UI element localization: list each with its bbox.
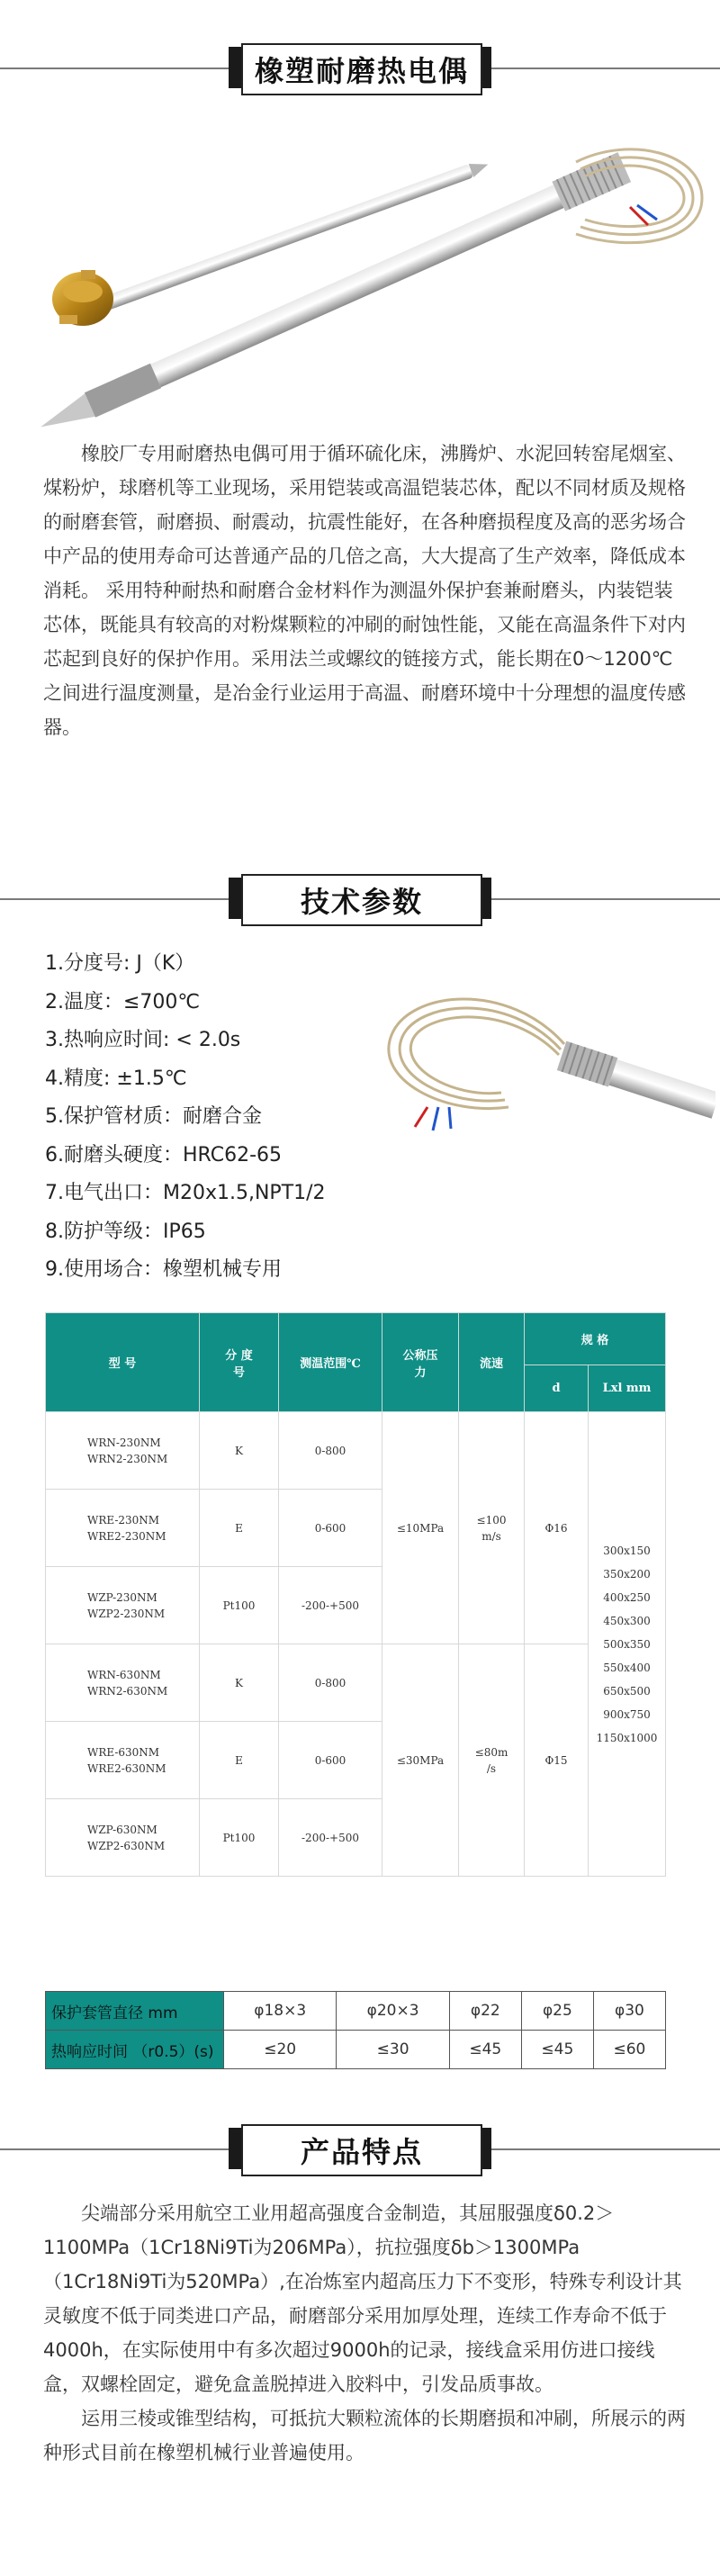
cell-range: 0-800 (279, 1412, 382, 1490)
cell: ≤20 (224, 2031, 337, 2069)
cell: ≤45 (449, 2031, 521, 2069)
cell-model: WZP-630NM WZP2-630NM (46, 1799, 200, 1877)
col-header-d: d (525, 1365, 589, 1412)
spec-list (45, 945, 326, 1290)
table-row (46, 1992, 666, 2031)
cell-range: -200-+500 (279, 1799, 382, 1877)
cell-division: K (200, 1412, 279, 1490)
section-heading: 橡塑耐磨热电偶 (241, 43, 482, 95)
col-header-spec: 规 格 (525, 1313, 666, 1365)
col-header-division: 分 度 号 (200, 1313, 279, 1412)
product-image-thermocouples (0, 99, 720, 432)
wire-ends (630, 205, 657, 225)
table-row (46, 1644, 666, 1722)
col-header-range: 测温范围℃ (279, 1313, 382, 1412)
spec-item: 2.温度：≤700℃ (45, 990, 201, 1013)
cell-model: WRE-230NM WRE2-230NM (46, 1490, 200, 1567)
cell-model: WZP-230NM WZP2-230NM (46, 1567, 200, 1644)
row-header: 热响应时间 （r0.5）(s) (46, 2031, 224, 2069)
section-title-specs (0, 867, 720, 930)
divider-left (0, 68, 252, 69)
table-row (46, 2031, 666, 2069)
divider-left (0, 898, 252, 900)
section-title-features (0, 2117, 720, 2180)
spec-item: 8.防护等级：IP65 (45, 1220, 206, 1243)
cell-velocity: ≤80m /s (459, 1644, 525, 1877)
cell: ≤60 (593, 2031, 665, 2069)
cell-model: WRN-230NM WRN2-230NM (46, 1412, 200, 1490)
cell-model: WRN-630NM WRN2-630NM (46, 1644, 200, 1722)
title-tab-left (229, 878, 241, 919)
cell: ≤45 (521, 2031, 593, 2069)
section-heading: 产品特点 (241, 2124, 482, 2176)
row-header: 保护套管直径 mm (46, 1992, 224, 2031)
cell-lengths: 300x150 350x200 400x250 450x300 500x350 550x400 650x500 900x750 1150x1000 (589, 1412, 666, 1877)
cell-model: WRE-630NM WRE2-630NM (46, 1722, 200, 1799)
spec-item: 5.保护管材质：耐磨合金 (45, 1105, 262, 1128)
section-heading: 技术参数 (241, 874, 482, 926)
cell: φ22 (449, 1992, 521, 2031)
cell-division: E (200, 1722, 279, 1799)
cell: ≤30 (337, 2031, 449, 2069)
cell-pressure: ≤10MPa (382, 1412, 459, 1644)
section-title-product (0, 36, 720, 99)
spec-item: 9.使用场合：橡塑机械专用 (45, 1258, 282, 1281)
cell-division: E (200, 1490, 279, 1567)
spec-table (45, 1312, 666, 1877)
cell: φ18×3 (224, 1992, 337, 2031)
cell-range: 0-600 (279, 1722, 382, 1799)
cell-range: -200-+500 (279, 1567, 382, 1644)
spec-item: 7.电气出口：M20x1.5,NPT1/2 (45, 1182, 326, 1204)
product-image-cable-thermocouple (356, 972, 716, 1197)
cell-d: Φ16 (525, 1412, 589, 1644)
divider-left (0, 2148, 252, 2150)
feature-text: 运用三棱或锥型结构，可抵抗大颗粒流体的长期磨损和冲刷，所展示的两种形式目前在橡塑机械行业普遍使用。 (43, 2408, 686, 2463)
divider-right (468, 898, 720, 900)
spec-item: 6.耐磨头硬度：HRC62-65 (45, 1143, 283, 1166)
cell: φ20×3 (337, 1992, 449, 2031)
title-tab-left (229, 2128, 241, 2169)
table-row (46, 1412, 666, 1490)
features-paragraph (43, 2196, 688, 2470)
cell-division: Pt100 (200, 1799, 279, 1877)
cell-range: 0-600 (279, 1490, 382, 1567)
col-header-pressure: 公称压 力 (382, 1313, 459, 1412)
cell-division: K (200, 1644, 279, 1722)
cell-division: Pt100 (200, 1567, 279, 1644)
cell-range: 0-800 (279, 1644, 382, 1722)
feature-text: 尖端部分采用航空工业用超高强度合金制造，其屈服强度δ0.2＞1100MPa（1Cr18Ni9Ti为206MPa），抗拉强度δb＞1300MPa（1Cr18Ni9Ti为520MPa）,在冶炼室内超高压力下不变形，特殊专利设计其灵敏度不低于同类进口产品，耐磨部分采用加厚处理，连续工作寿命不低于4000h，在实际使用中有多次超过9000h的记录，接线盒采用仿进口接线盒，双螺栓固定，避免盒盖脱掉进入胶料中，引发品质事故。 (43, 2202, 682, 2395)
divider-right (468, 2148, 720, 2150)
col-header-velocity: 流速 (459, 1313, 525, 1412)
response-time-table (45, 1991, 666, 2069)
divider-right (468, 68, 720, 69)
title-tab-left (229, 47, 241, 88)
spec-item: 4.精度: ±1.5℃ (45, 1067, 187, 1090)
brass-head (52, 270, 113, 326)
spec-item: 3.热响应时间: < 2.0s (45, 1029, 241, 1051)
cell-d: Φ15 (525, 1644, 589, 1877)
col-header-lxl: Lxl mm (589, 1365, 666, 1412)
col-header-model: 型 号 (46, 1313, 200, 1412)
cell-velocity: ≤100 m/s (459, 1412, 525, 1644)
intro-text: 橡胶厂专用耐磨热电偶可用于循环硫化床，沸腾炉、水泥回转窑尾烟室、煤粉炉，球磨机等工业现场，采用铠装或高温铠装芯体，配以不同材质及规格的耐磨套管，耐磨损、耐震动，抗震性能好，在各种磨损程度及高的恶劣场合中产品的使用寿命可达普通产品的几倍之高，大大提高了生产效率，降低成本消耗。 采用特种耐热和耐磨合金材料作为测温外保护套兼耐磨头，内装铠装芯体，既能具有较高的对粉煤颗粒的冲刷的耐蚀性能，又能在高温条件下对内芯起到良好的保护作用。采用法兰或螺纹的链接方式，能长期在0～1200℃之间进行温度测量，是冶金行业运用于高温、耐磨环境中十分理想的温度传感器。 (43, 443, 686, 738)
cell: φ25 (521, 1992, 593, 2031)
cell: φ30 (593, 1992, 665, 2031)
cell-pressure: ≤30MPa (382, 1644, 459, 1877)
intro-paragraph (43, 437, 688, 744)
wire-ends (415, 1107, 451, 1130)
spec-item: 1.分度号: J（K） (45, 952, 195, 975)
